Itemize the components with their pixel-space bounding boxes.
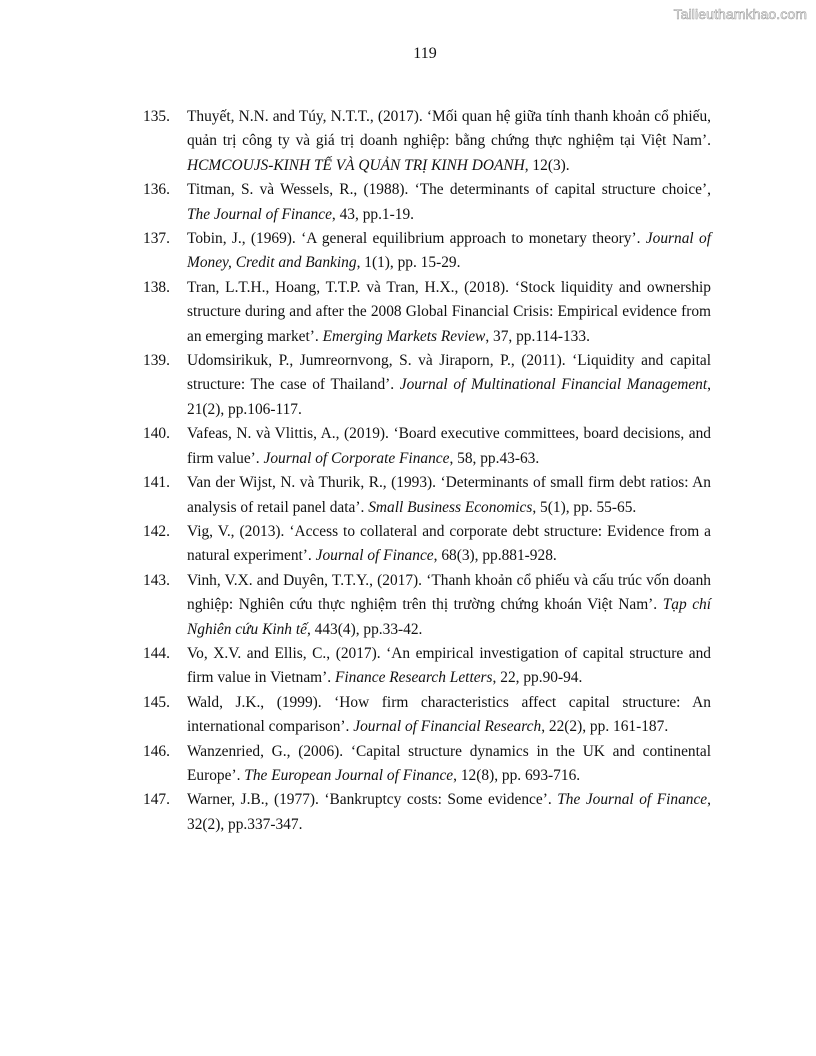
reference-details: , 58, pp.43-63. <box>449 449 540 467</box>
reference-text <box>187 691 711 740</box>
reference-body: Tobin, J., (1969). ‘A general equilibrium approach to monetary theory’. <box>187 230 646 248</box>
reference-item <box>143 691 711 740</box>
reference-journal: The Journal of Finance <box>187 205 332 223</box>
reference-journal: Journal of Corporate Finance <box>263 449 450 467</box>
reference-details: , 12(3). <box>524 156 570 174</box>
reference-body: Udomsirikuk, P., Jumreornvong, S. và Jiraporn, P., (2011). ‘Liquidity and capital structure: The case of Thailand’. <box>187 352 711 394</box>
reference-number: 138. <box>143 278 170 296</box>
reference-text <box>187 276 711 349</box>
reference-journal: Tạp chí Nghiên cứu Kinh tế <box>187 596 712 638</box>
reference-body: Wald, J.K., (1999). ‘How firm characteristics affect capital structure: An international comparison’. <box>187 693 711 736</box>
reference-details: , 12(8), pp. 693-716. <box>453 766 581 784</box>
reference-item <box>143 276 711 349</box>
reference-body: Titman, S. và Wessels, R., (1988). ‘The determinants of capital structure choice’, <box>187 181 711 199</box>
reference-text <box>187 178 711 227</box>
reference-number: 137. <box>143 230 170 248</box>
reference-body: Thuyết, N.N. and Túy, N.T.T., (2017). ‘Mối quan hệ giữa tính thanh khoản cổ phiếu, quản trị công ty và giá trị doanh nghiệp: bằng chứng thực nghiệm tại Việt Nam’. <box>187 108 711 150</box>
reference-number: 145. <box>143 693 170 711</box>
reference-journal: Journal of Financial Research <box>353 718 542 736</box>
reference-item <box>143 788 711 837</box>
reference-body: Van der Wijst, N. và Thurik, R., (1993). ‘Determinants of small firm debt ratios: An analysis of retail panel data’. <box>187 474 711 516</box>
reference-number: 144. <box>143 644 170 662</box>
reference-body: Vinh, V.X. and Duyên, T.T.Y., (2017). ‘Thanh khoản cổ phiếu và cấu trúc vốn doanh nghiệp: Nghiên cứu thực nghiệm trên thị trường chứng khoán Việt Nam’. <box>187 571 711 614</box>
reference-number: 136. <box>143 181 170 199</box>
reference-details: , 68(3), pp.881-928. <box>433 547 557 565</box>
reference-text <box>187 105 711 178</box>
reference-details: , 22(2), pp. 161-187. <box>541 718 669 736</box>
reference-item <box>143 642 711 691</box>
reference-journal: Journal of Finance <box>315 547 434 565</box>
reference-body: Warner, J.B., (1977). ‘Bankruptcy costs: Some evidence’. <box>187 791 558 809</box>
reference-item <box>143 227 711 276</box>
reference-text <box>187 569 711 642</box>
reference-journal: HCMCOUJS-KINH TẾ VÀ QUẢN TRỊ KINH DOANH <box>187 156 525 174</box>
reference-details: , 32(2), pp.337-347. <box>187 791 712 833</box>
page-number: 119 <box>413 45 437 62</box>
reference-number: 139. <box>143 352 170 370</box>
reference-number: 140. <box>143 425 170 443</box>
reference-item <box>143 740 711 789</box>
reference-details: , 37, pp.114-133. <box>485 327 590 345</box>
reference-journal: Small Business Economics <box>368 498 533 516</box>
reference-number: 141. <box>143 474 170 492</box>
reference-journal: Emerging Markets Review <box>322 327 486 345</box>
reference-item <box>143 569 711 642</box>
reference-body: Tran, L.T.H., Hoang, T.T.P. và Tran, H.X., (2018). ‘Stock liquidity and ownership structure during and after the 2008 Global Financial Crisis: Empirical evidence from an emerging market’. <box>187 278 711 345</box>
reference-details: , 443(4), pp.33-42. <box>306 620 423 638</box>
reference-text <box>187 471 711 520</box>
reference-number: 147. <box>143 791 170 809</box>
reference-item <box>143 349 711 422</box>
reference-item <box>143 422 711 471</box>
reference-journal: Finance Research Letters <box>334 669 493 687</box>
reference-text <box>187 227 711 276</box>
reference-text <box>187 422 711 471</box>
reference-details: , 21(2), pp.106-117. <box>187 376 711 418</box>
reference-text <box>187 740 711 789</box>
reference-text <box>187 642 711 691</box>
watermark: Tailieuthamkhao.com <box>673 6 807 22</box>
reference-body: Vo, X.V. and Ellis, C., (2017). ‘An empirical investigation of capital structure and firm value in Vietnam’. <box>187 644 711 687</box>
reference-text <box>187 788 711 837</box>
reference-item <box>143 471 711 520</box>
reference-journal: The European Journal of Finance <box>244 766 454 784</box>
reference-text <box>187 520 711 569</box>
reference-details: , 1(1), pp. 15-29. <box>356 254 461 272</box>
reference-number: 146. <box>143 742 170 760</box>
reference-number: 135. <box>143 108 170 125</box>
reference-list <box>143 105 711 837</box>
reference-details: , 22, pp.90-94. <box>492 669 583 687</box>
reference-item <box>143 178 711 227</box>
reference-number: 143. <box>143 571 170 589</box>
reference-body: Vig, V., (2013). ‘Access to collateral and corporate debt structure: Evidence from a natural experiment’. <box>187 522 711 565</box>
reference-details: , 5(1), pp. 55-65. <box>532 498 637 516</box>
reference-number: 142. <box>143 522 170 540</box>
reference-body: Wanzenried, G., (2006). ‘Capital structure dynamics in the UK and continental Europe’. <box>187 742 711 784</box>
reference-journal: Journal of Multinational Financial Management <box>399 376 708 394</box>
reference-item <box>143 520 711 569</box>
reference-journal: The Journal of Finance <box>557 791 708 809</box>
reference-details: , 43, pp.1-19. <box>331 205 414 223</box>
reference-item <box>143 105 711 178</box>
reference-journal: Journal of Money, Credit and Banking <box>187 230 711 272</box>
reference-text <box>187 349 711 422</box>
reference-body: Vafeas, N. và Vlittis, A., (2019). ‘Board executive committees, board decisions, and firm value’. <box>187 425 711 467</box>
